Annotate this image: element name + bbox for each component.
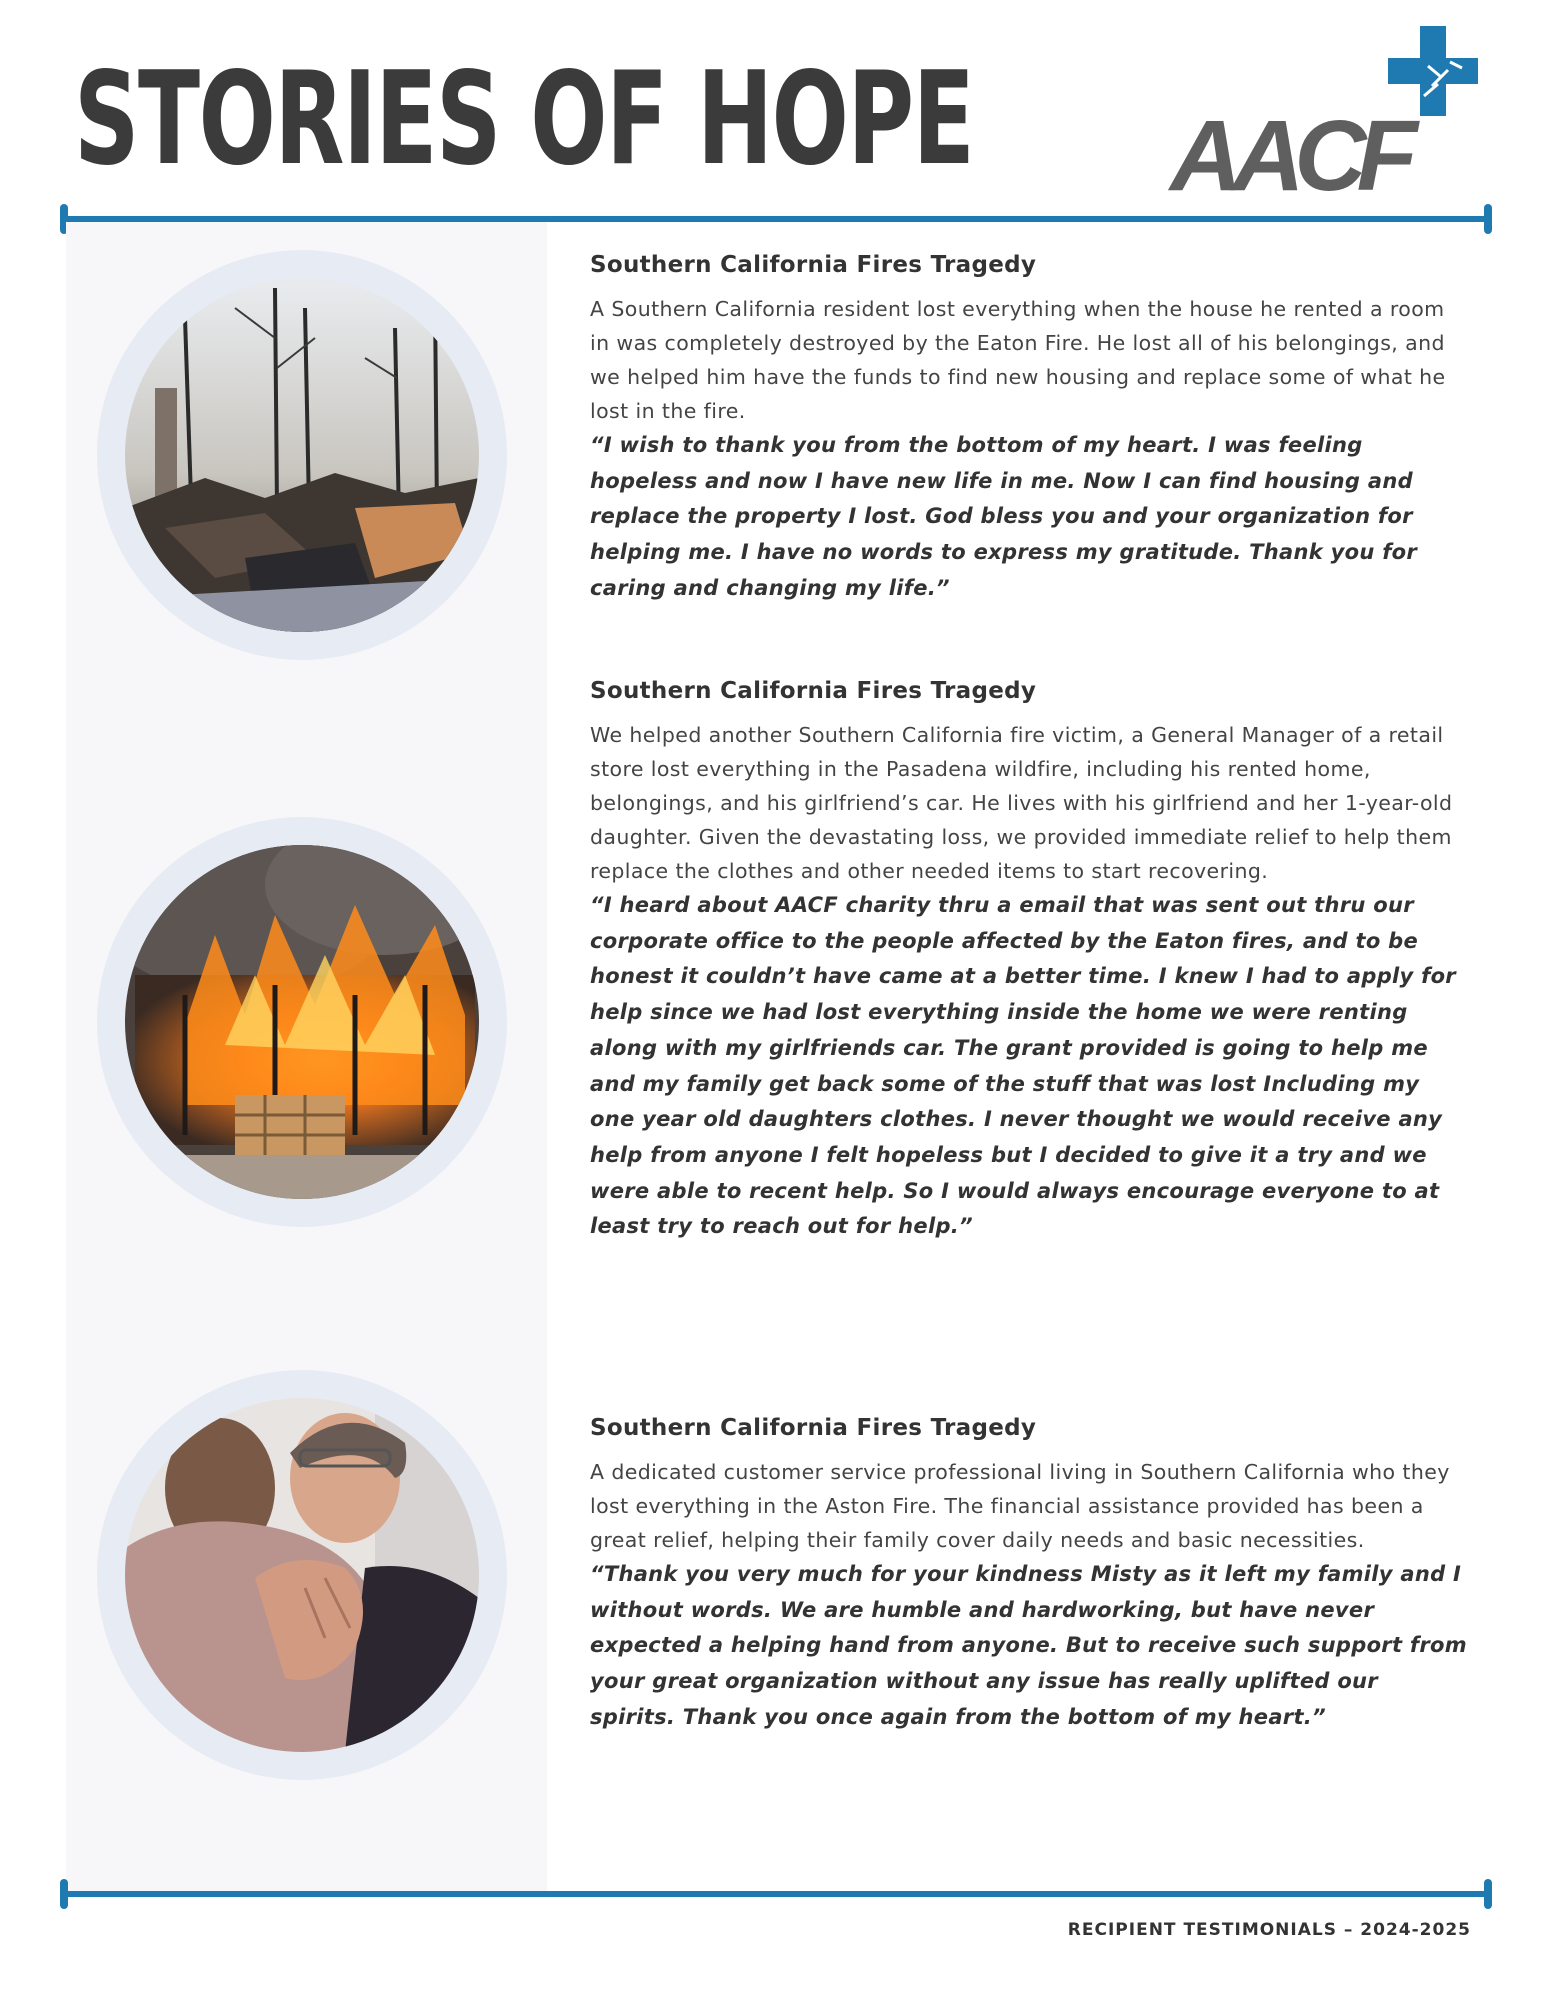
embrace-photo xyxy=(125,1398,479,1752)
story-body: We helped another Southern California fire victim, a General Manager of a retail store lost everything in the Pasadena wildfire, including his rented home, belongings, and his girlfriend’s car. He lives with his girlfriend and her 1-year-old daughter. Given the devastating loss, we provided immediate relief to help them replace the clothes and other needed items to start recovering. xyxy=(590,723,1453,883)
page-title: STORIES OF HOPE xyxy=(74,45,974,194)
logo-wordmark: AACF xyxy=(1170,100,1408,212)
story-1 xyxy=(590,250,1470,607)
footer-label: RECIPIENT TESTIMONIALS – 2024-2025 xyxy=(1067,1920,1471,1940)
aacf-logo xyxy=(1170,26,1480,212)
bottom-divider xyxy=(62,1891,1490,1897)
story-heading: Southern California Fires Tragedy xyxy=(590,1415,1037,1441)
story-heading: Southern California Fires Tragedy xyxy=(590,678,1037,704)
story-quote: “I heard about AACF charity thru a email that was sent out thru our corporate office to the people affected by the Eaton fires, and to be honest it couldn’t have came at a better time. I knew I had to apply for help since we had lost everything inside the home we were renting along with my girlfriends car. The grant provided is going to help me and my family get back some of the stuff that was lost Including my one year old daughters clothes. I never thought we would receive any help from anyone I felt hopeless but I decided to give it a try and we were able to recent help. So I would always encourage everyone to at least try to reach out for help.” xyxy=(590,893,1456,1239)
burned-neighborhood-photo xyxy=(125,278,479,632)
story-body: A dedicated customer service professional living in Southern California who they lost everything in the Aston Fire. The financial assistance provided has been a great relief, helping their family cover daily needs and basic necessities. xyxy=(590,1460,1450,1552)
story-quote: “I wish to thank you from the bottom of my heart. I was feeling hopeless and now I have new life in me. Now I can find housing and replace the property I lost. God bless you and your organization for helping me. I have no words to express my gratitude. Thank you for caring and changing my life.” xyxy=(590,433,1418,600)
story-2 xyxy=(590,676,1470,1245)
story-3 xyxy=(590,1413,1470,1736)
story-quote: “Thank you very much for your kindness Misty as it left my family and I without words. We are humble and hardworking, but have never expected a helping hand from anyone. But to receive such support from your great organization without any issue has really uplifted our spirits. Thank you once again from the bottom of my heart.” xyxy=(590,1562,1467,1729)
house-fire-photo xyxy=(125,845,479,1199)
story-heading: Southern California Fires Tragedy xyxy=(590,252,1037,278)
story-3-photo-frame xyxy=(97,1370,507,1780)
story-body: A Southern California resident lost everything when the house he rented a room in was completely destroyed by the Eaton Fire. He lost all of his belongings, and we helped him have the funds to find new housing and replace some of what he lost in the fire. xyxy=(590,297,1446,423)
story-2-photo-frame xyxy=(97,817,507,1227)
story-1-photo-frame xyxy=(97,250,507,660)
